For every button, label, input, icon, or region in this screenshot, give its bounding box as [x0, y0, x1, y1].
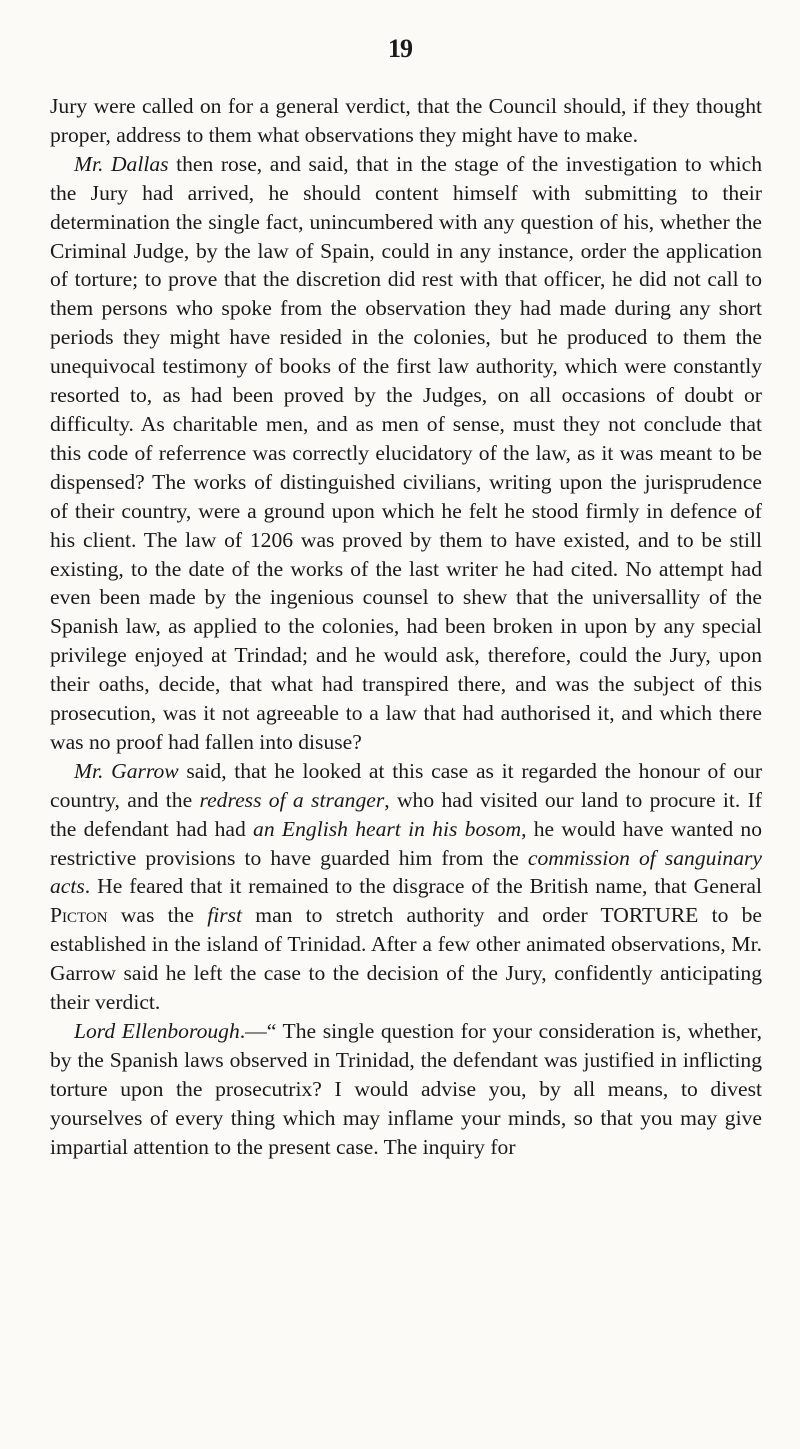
emphasis-text: an English heart in his bosom: [253, 816, 522, 841]
paragraph-text: man to stretch authority and order TORTURE to be established in the island of Trinidad. After a few other animated observations, Mr. Garrow said he left the case to the decision of the Jury, confidently anticipating their verdict.: [50, 903, 762, 1015]
paragraph: [50, 1017, 762, 1162]
page-number: 19: [388, 34, 412, 63]
person-name: Picton: [50, 903, 108, 928]
paragraph-text: . He feared that it remained to the disgrace of the British name, that General: [84, 874, 762, 899]
emphasis-text: first: [207, 903, 243, 928]
paragraph-text: , he would have wanted no restrictive provisions to have guarded him from the: [50, 816, 763, 870]
emphasis-text: commission of sanguinary acts: [50, 845, 762, 899]
speaker-name: Lord Ellenborough: [74, 1019, 240, 1043]
paragraph: [50, 150, 762, 757]
paragraph: [50, 92, 762, 150]
emphasis-text: redress of a stranger: [199, 787, 385, 812]
body-text: [50, 92, 762, 1162]
paragraph: [50, 757, 762, 1017]
speaker-name: Mr. Dallas: [74, 151, 169, 176]
paragraph-text: .—“ The single question for your consideration is, whether, by the Spanish laws observed in Trinidad, the defendant was justified in inflicting torture upon the prosecutrix? I would advise you, by all means, to divest yourselves of every thing which may inflame your minds, so that you may give impartial attention to the present case. The inquiry for: [50, 1019, 762, 1159]
paragraph-text: then rose, and said, that in the stage of the investigation to which the Jury had arrived, he should content himself with submitting to their determination the single fact, unincumbered with any question of his, whether the Criminal Judge, by the law of Spain, could in any instance, order the application of torture; to prove that the discretion did rest with that officer, he did not call to them persons who spoke from the observation they had made during any short periods they might have resided in the colonies, but he produced to them the unequivocal testimony of books of the first law authority, which were constantly resorted to, as had been proved by the Judges, on all occasions of doubt or difficulty. As charitable men, and as men of sense, must they not conclude that this code of referrence was correctly elucidatory of the law, as it was meant to be dispensed? The works of distinguished civilians, writing upon the jurisprudence of their country, were a ground upon which he felt he stood firmly in defence of his client. The law of 1206 was proved by them to have existed, and to be still existing, to the date of the works of the last writer he had cited. No attempt had even been made by the ingenious counsel to shew that the universallity of the Spanish law, as applied to the colonies, had been broken in upon by any special privilege enjoyed at Trindad; and he would ask, therefore, could the Jury, upon their oaths, decide, that what had transpired there, and was the subject of this prosecution, was it not agreeable to a law that had authorised it, and which there was no proof had fallen into disuse?: [50, 151, 762, 754]
paragraph-text: Jury were called on for a general verdict, that the Council should, if they thought proper, address to them what observations they might have to make.: [50, 94, 762, 147]
paragraph-text: , who had visited our land to procure it. If the defendant had had: [50, 787, 762, 841]
speaker-name: Mr. Garrow: [74, 758, 179, 783]
paragraph-text: was the: [107, 903, 208, 928]
paragraph-text: said, that he looked at this case as it regarded the honour of our country, and the: [50, 758, 763, 812]
